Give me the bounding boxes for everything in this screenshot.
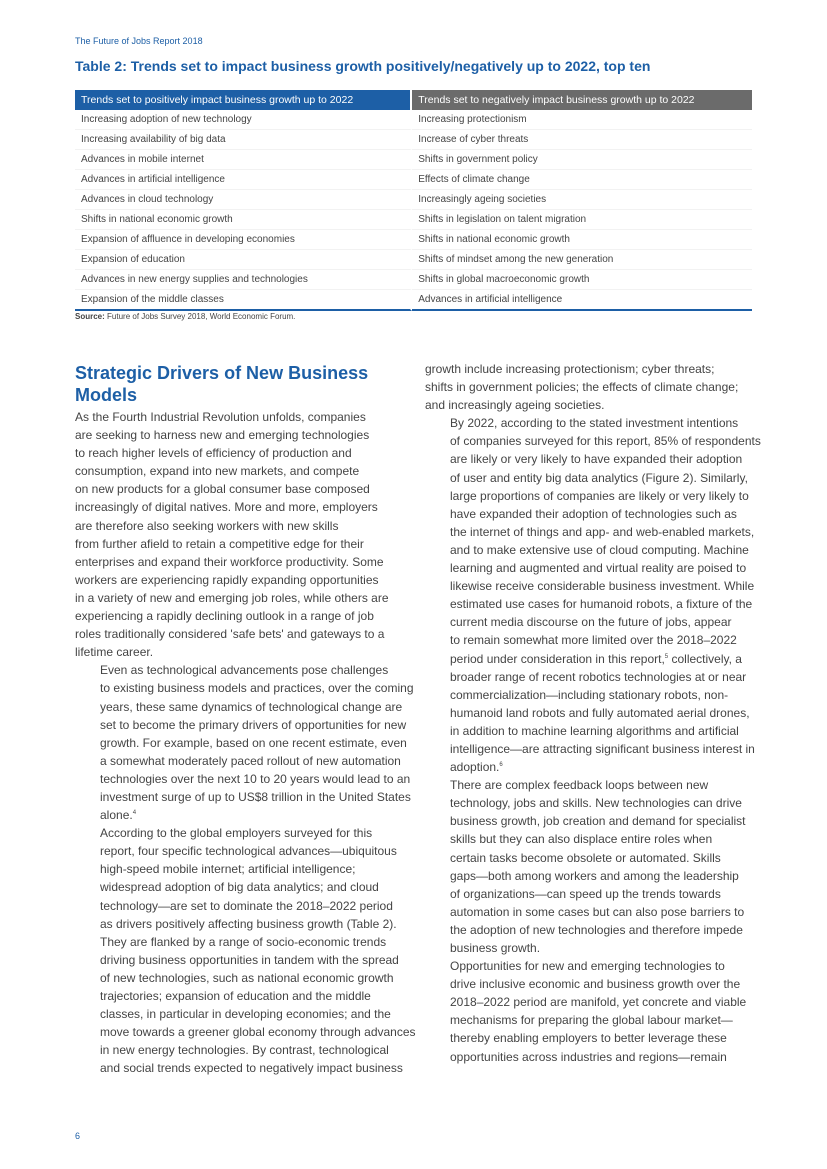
negative-trend-cell: Shifts of mindset among the new generation	[412, 250, 752, 270]
heading-line: Models	[75, 385, 138, 405]
text-line: enterprises and expand their workforce productivity. Some	[75, 554, 384, 569]
text-line: are seeking to harness new and emerging technologies	[75, 428, 370, 443]
text-line: opportunities across industries and regions—remain	[450, 1049, 727, 1064]
text-line	[425, 758, 753, 776]
text-line: of organizations—can speed up the trends towards	[450, 886, 721, 901]
text-line: 2018–2022 period are manifold, yet concrete and viable	[450, 995, 747, 1010]
positive-trend-cell: Advances in new energy supplies and technologies	[75, 270, 412, 290]
footnote-ref: 6	[499, 762, 503, 769]
text-line: As the Fourth Industrial Revolution unfolds, companies	[75, 410, 366, 424]
text-line: are therefore also seeking workers with new skills	[75, 518, 339, 533]
negative-trends-header: Trends set to negatively impact business growth up to 2022	[412, 90, 752, 110]
text-line: are likely or very likely to have expanded their adoption	[450, 452, 743, 467]
table-row	[75, 270, 752, 290]
trends-table-body	[75, 110, 752, 311]
text-line: of user and entity big data analytics (Figure 2). Similarly,	[450, 470, 748, 485]
negative-trend-cell: Shifts in government policy	[412, 150, 752, 170]
table-row	[75, 170, 752, 190]
text-line: classes, in particular in developing economies; and the	[100, 1007, 391, 1022]
positive-trends-header: Trends set to positively impact business growth up to 2022	[75, 90, 412, 110]
text-line: gaps—both among workers and among the leadership	[450, 868, 739, 883]
text-line: technology—are set to dominate the 2018–2022 period	[100, 898, 393, 913]
text-line: on new products for a global consumer base composed	[75, 482, 370, 497]
text-line: current media discourse on the future of jobs, appear	[450, 615, 732, 630]
paragraph	[75, 661, 414, 824]
text-line: learning and augmented and virtual reality are poised to	[450, 561, 747, 576]
text-line: report, four specific technological advances—ubiquitous	[100, 844, 397, 859]
positive-trend-cell: Expansion of the middle classes	[75, 290, 412, 311]
text-line: and to make extensive use of cloud computing. Machine	[450, 542, 749, 557]
text-line: experiencing a rapidly declining outlook in a range of job	[75, 609, 374, 624]
positive-trend-cell: Increasing adoption of new technology	[75, 110, 412, 130]
negative-trend-cell: Shifts in legislation on talent migration	[412, 210, 752, 230]
negative-trend-cell: Shifts in global macroeconomic growth	[412, 270, 752, 290]
footnote-ref: 4	[132, 810, 137, 817]
source-text: Future of Jobs Survey 2018, World Economic Forum.	[107, 312, 296, 321]
positive-trend-cell: Advances in cloud technology	[75, 190, 412, 210]
text-line: technology, jobs and skills. New technologies can drive	[450, 796, 742, 811]
negative-trend-cell: Increasingly ageing societies	[412, 190, 752, 210]
table-row	[75, 230, 752, 250]
table-row	[75, 150, 752, 170]
text-line: large proportions of companies are likely or very likely to	[450, 488, 749, 503]
text-line: technologies over the next 10 to 20 years would lead to an	[100, 771, 411, 786]
negative-trend-cell: Shifts in national economic growth	[412, 230, 752, 250]
text-line: a somewhat moderately paced rollout of new automation	[100, 753, 401, 768]
text-line: set to become the primary drivers of opportunities for new	[100, 717, 407, 732]
text-line: certain tasks become obsolete or automated. Skills	[450, 850, 721, 865]
positive-trend-cell: Advances in artificial intelligence	[75, 170, 412, 190]
text-line: and increasingly ageing societies.	[425, 398, 605, 413]
negative-trend-cell: Increasing protectionism	[412, 110, 752, 130]
paragraph	[75, 824, 416, 1077]
positive-trend-cell: Expansion of education	[75, 250, 412, 270]
text-line: of companies surveyed for this report, 85% of respondents	[450, 434, 761, 449]
text-line	[75, 806, 403, 824]
paragraph	[425, 360, 753, 414]
text-line: growth include increasing protectionism; cyber threats;	[425, 362, 715, 376]
section-heading	[75, 362, 403, 406]
positive-trend-cell: Shifts in national economic growth	[75, 210, 412, 230]
table-row	[75, 190, 752, 210]
text-line: thereby enabling employers to better leverage these	[450, 1031, 727, 1046]
text-line: lifetime career.	[75, 645, 154, 660]
table-row	[75, 210, 752, 230]
text-line: skills but they can also displace entire roles when	[450, 832, 713, 847]
text-line: increasingly of digital natives. More and more, employers	[75, 500, 378, 515]
text-line: According to the global employers surveyed for this	[100, 826, 373, 841]
text-line: in new energy technologies. By contrast, technological	[100, 1043, 389, 1058]
line-text: adoption.	[450, 760, 500, 775]
text-line: automation in some cases but can also pose barriers to	[450, 904, 745, 919]
text-line: trajectories; expansion of education and the middle	[100, 989, 371, 1003]
right-text-column	[425, 360, 761, 1066]
footnote-ref: 5	[664, 653, 669, 660]
table-header-row	[75, 90, 752, 110]
text-line: have expanded their adoption of technologies such as	[450, 506, 737, 521]
positive-trend-cell: Increasing availability of big data	[75, 130, 412, 150]
text-line: growth. For example, based on one recent estimate, even	[100, 735, 407, 750]
text-line: estimated use cases for humanoid robots, a fixture of the	[450, 597, 753, 612]
text-line: shifts in government policies; the effects of climate change;	[425, 380, 739, 395]
source-label: Source:	[75, 312, 105, 321]
text-line: humanoid land robots and fully automated aerial drones,	[450, 705, 750, 720]
heading-line: Strategic Drivers of New Business	[75, 363, 369, 383]
text-line: business growth.	[450, 941, 541, 955]
running-title: The Future of Jobs Report 2018	[75, 36, 203, 46]
text-line: widespread adoption of big data analytics; and cloud	[100, 880, 379, 895]
text-line: years, these same dynamics of technological change are	[100, 699, 403, 714]
text-line: in a variety of new and emerging job roles, while others are	[75, 590, 389, 605]
text-line: in addition to machine learning algorithms and artificial	[450, 723, 739, 738]
paragraph	[425, 957, 753, 1066]
text-line: to remain somewhat more limited over the 2018–2022	[450, 633, 737, 648]
text-line	[425, 650, 753, 668]
text-line: move towards a greener global economy through advances	[100, 1025, 416, 1040]
text-line: mechanisms for preparing the global labour market—	[450, 1013, 733, 1028]
text-line: Even as technological advancements pose challenges	[100, 663, 389, 678]
text-line: broader range of recent robotics technologies at or near	[450, 669, 747, 684]
text-line: to reach higher levels of efficiency of production and	[75, 446, 352, 461]
positive-trend-cell: Expansion of affluence in developing economies	[75, 230, 412, 250]
paragraph	[425, 414, 761, 776]
text-line: drive inclusive economic and business growth over the	[450, 977, 741, 992]
text-line: the adoption of new technologies and therefore impede	[450, 922, 743, 937]
line-text: alone.	[100, 808, 133, 823]
text-line: driving business opportunities in tandem with the spread	[100, 952, 399, 967]
page-number: 6	[75, 1131, 81, 1141]
text-line: There are complex feedback loops between new	[450, 778, 709, 793]
text-line: as drivers positively affecting business growth (Table 2).	[100, 916, 397, 931]
negative-trend-cell: Increase of cyber threats	[412, 130, 752, 150]
text-line: of new technologies, such as national economic growth	[100, 970, 394, 985]
text-line: roles traditionally considered 'safe bets' and gateways to a	[75, 627, 385, 642]
negative-trend-cell: Effects of climate change	[412, 170, 752, 190]
table-row	[75, 130, 752, 150]
text-line: consumption, expand into new markets, and compete	[75, 464, 360, 479]
text-line: commercialization—including stationary robots, non-	[450, 687, 729, 702]
table-source-note	[75, 312, 295, 321]
text-line: By 2022, according to the stated investment intentions	[450, 416, 739, 431]
text-line: Opportunities for new and emerging technologies to	[450, 959, 725, 974]
table-row	[75, 110, 752, 130]
left-text-column	[75, 362, 416, 1077]
trends-table	[75, 90, 752, 311]
text-line: likewise receive considerable business investment. While	[450, 579, 755, 594]
text-line: and social trends expected to negatively impact business	[100, 1061, 403, 1076]
text-line: business growth, job creation and demand for specialist	[450, 814, 746, 829]
text-line: intelligence—are attracting significant business interest in	[450, 741, 755, 756]
text-line: the internet of things and app- and web-enabled markets,	[450, 524, 755, 539]
text-line: investment surge of up to US$8 trillion in the United States	[100, 789, 411, 804]
paragraph	[75, 408, 403, 661]
text-line: workers are experiencing rapidly expanding opportunities	[75, 572, 379, 587]
line-text: collectively, a	[668, 651, 742, 666]
negative-trend-cell: Advances in artificial intelligence	[412, 290, 752, 311]
text-line: high-speed mobile internet; artificial intelligence;	[100, 862, 356, 877]
text-line: They are flanked by a range of socio-economic trends	[100, 934, 387, 949]
text-line: from further afield to retain a competitive edge for their	[75, 536, 364, 551]
table-row	[75, 290, 752, 311]
paragraph	[425, 776, 753, 957]
table-title: Table 2: Trends set to impact business growth positively/negatively up to 2022, top ten	[75, 58, 651, 74]
table-row	[75, 250, 752, 270]
line-text: period under consideration in this report,	[450, 651, 665, 666]
positive-trend-cell: Advances in mobile internet	[75, 150, 412, 170]
text-line: to existing business models and practices, over the coming	[100, 681, 414, 696]
